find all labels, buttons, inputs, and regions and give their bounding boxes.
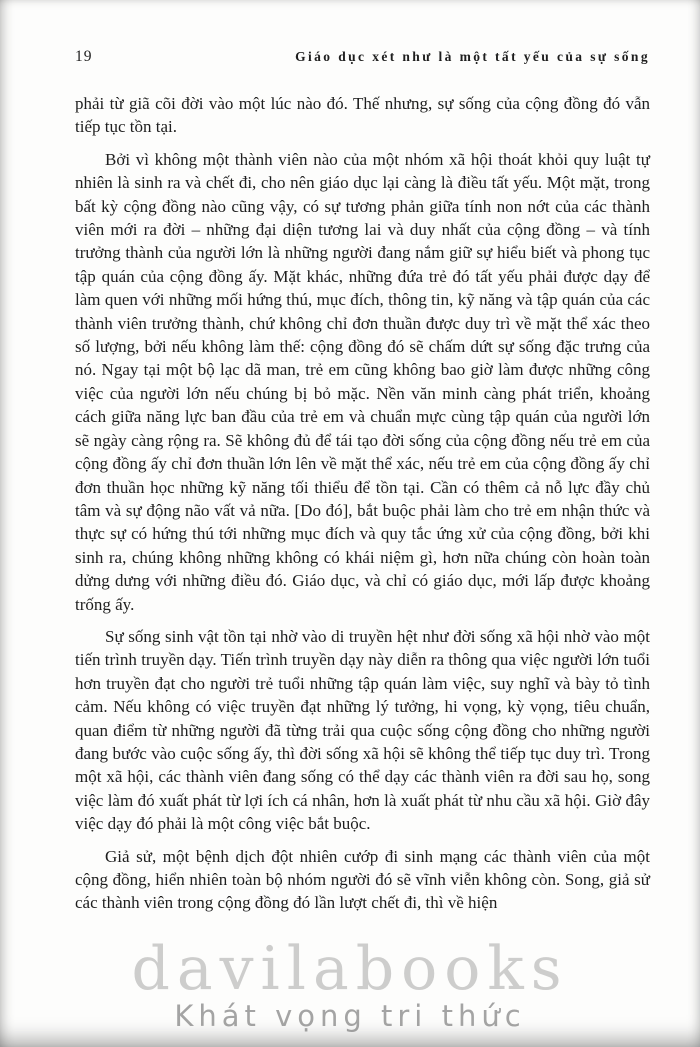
watermark-slogan: Khát vọng tri thức — [174, 999, 526, 1034]
page-header — [0, 0, 700, 66]
watermark-brand: davilabooks — [131, 934, 569, 1005]
paragraph: Sự sống sinh vật tồn tại nhờ vào di truyền hệt như đời sống xã hội nhờ vào một tiến trình truyền dạy. Tiến trình truyền dạy này diễn ra thông qua việc người lớn tuổi hơn truyền đạt cho người trẻ tuổi những tập quán làm việc, suy nghĩ và bày tỏ tình cảm. Nếu không có việc truyền đạt những lý tưởng, hi vọng, kỳ vọng, tiêu chuẩn, quan điểm từ những người đã từng trải qua cuộc sống cộng đồng cho những người đang bước vào cuộc sống ấy, thì đời sống xã hội sẽ không thể tiếp tục duy trì. Trong một xã hội, các thành viên đang sống có thể dạy các thành viên ra đời sau họ, song việc làm đó xuất phát từ lợi ích cá nhân, hơn là xuất phát từ nhu cầu xã hội. Giờ đây việc dạy đó phải là một công việc bắt buộc. — [75, 626, 650, 834]
paragraph: phải từ giã cõi đời vào một lúc nào đó. Thế nhưng, sự sống của cộng đồng đó vẫn tiếp tục tồn tại. — [75, 94, 650, 137]
running-head: Giáo dục xét như là một tất yếu của sự sống — [295, 49, 650, 64]
page-number: 19 — [75, 48, 93, 65]
watermark — [0, 934, 700, 1034]
paragraph: Bởi vì không một thành viên nào của một nhóm xã hội thoát khỏi quy luật tự nhiên là sinh ra và chết đi, cho nên giáo dục lại càng là điều tất yếu. Một mặt, trong bất kỳ cộng đồng nào cũng vậy, có sự tương phản giữa tính non nớt của các thành viên mới ra đời – những đại diện tương lai và duy nhất của cộng đồng – và tính trưởng thành của người lớn là những người đang nắm giữ sự hiểu biết và phong tục tập quán của cộng đồng ấy. Mặt khác, những đứa trẻ đó tất yếu phải được dạy để làm quen với những mối hứng thú, mục đích, thông tin, kỹ năng và tập quán của các thành viên trưởng thành, chứ không chỉ đơn thuần được duy trì về mặt thể xác theo số lượng, bởi nếu không làm thế: cộng đồng đó sẽ chấm dứt sự sống đặc trưng của nó. Ngay tại một bộ lạc dã man, trẻ em cũng không bao giờ làm được những công việc của người lớn nếu chúng bị bỏ mặc. Nền văn minh càng phát triển, khoảng cách giữa năng lực ban đầu của trẻ em và chuẩn mực cùng tập quán của người lớn sẽ ngày càng rộng ra. Sẽ không đủ để tái tạo đời sống của cộng đồng nếu trẻ em của cộng đồng ấy chỉ đơn thuần lớn lên về mặt thể xác, nếu trẻ em của cộng đồng ấy chỉ đơn thuần học những kỹ năng tối thiểu để tồn tại. Cần có thêm cả nỗ lực đầy chủ tâm và sự động não vất vả nữa. [Do đó], bắt buộc phải làm cho trẻ em nhận thức và thực sự có hứng thú tới những mục đích và quy tắc ứng xử của cộng đồng, bởi khi sinh ra, chúng không những không có khái niệm gì, hơn nữa chúng còn hoàn toàn dửng dưng với những điều đó. Giáo dục, và chỉ có giáo dục, mới lấp được khoảng trống ấy. — [75, 149, 650, 614]
page-body — [0, 66, 700, 915]
paragraph: Giả sử, một bệnh dịch đột nhiên cướp đi sinh mạng các thành viên của một cộng đồng, hiển nhiên toàn bộ nhóm người đó sẽ vĩnh viễn không còn. Song, giả sử các thành viên trong cộng đồng đó lần lượt chết đi, thì về hiện — [75, 846, 650, 913]
